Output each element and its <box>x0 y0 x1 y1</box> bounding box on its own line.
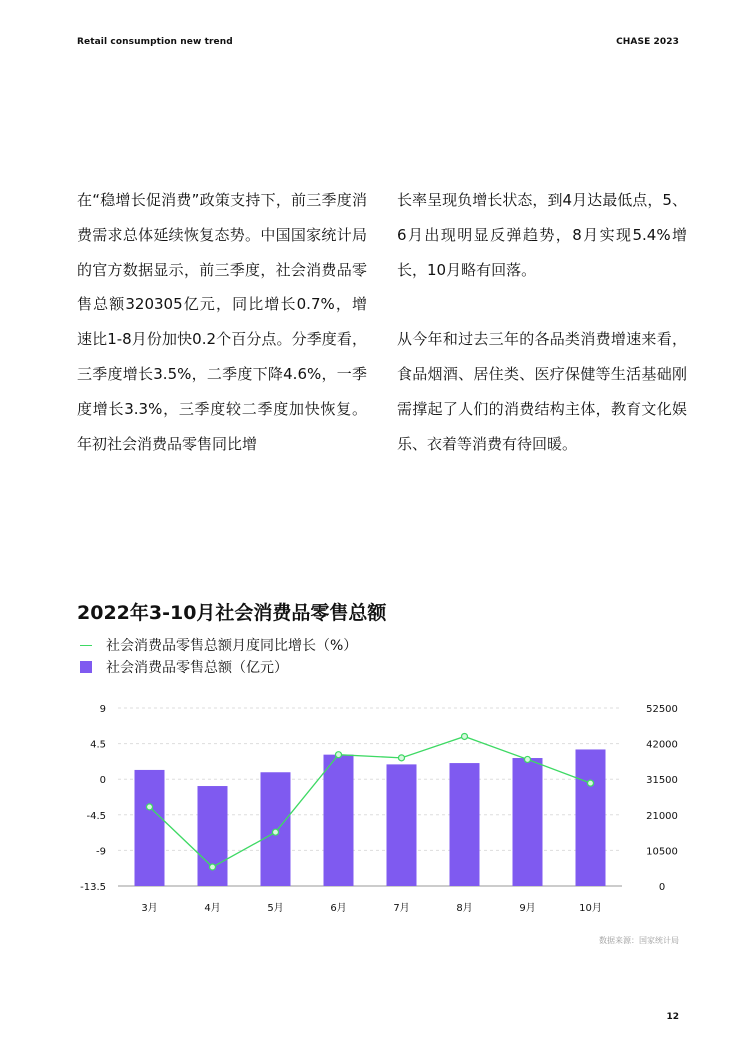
header-left: Retail consumption new trend <box>77 37 233 47</box>
bar <box>135 770 165 886</box>
y-left-tick-label: -9 <box>96 846 106 858</box>
bar <box>324 755 354 886</box>
legend-label-sales: 社会消费品零售总额（亿元） <box>106 660 288 676</box>
line-point <box>336 752 342 758</box>
y-right-tick-label: 21000 <box>646 810 678 822</box>
y-left-tick-label: 0 <box>99 775 106 787</box>
y-right-tick-label: 0 <box>658 882 666 893</box>
header-right: CHASE 2023 <box>616 37 679 47</box>
x-tick-label: 4月 <box>204 903 221 914</box>
y-left-tick-label: 4.5 <box>90 739 106 751</box>
chart-title: 2022年3-10月社会消费品零售总额 <box>77 602 387 624</box>
body-paragraph-left: 在“稳增长促消费”政策支持下，前三季度消费需求总体延续恢复态势。中国国家统计局的官方数据显示，前三季度，社会消费品零售总额320305亿元，同比增长0.7%，增速比1-8月份加快0.2个百分点。分季度看，三季度增长3.5%，二季度下降4.6%，一季度增长3.3%，三季度较二季度加快恢复。年初社会消费品零售同比增 <box>77 191 367 453</box>
bar <box>513 758 543 886</box>
line-point <box>588 780 594 786</box>
y-right-tick-label: 10500 <box>646 846 678 858</box>
legend-label-growth: 社会消费品零售总额月度同比增长（%） <box>106 638 358 654</box>
x-tick-label: 7月 <box>393 903 410 914</box>
body-paragraph-right-1: 长率呈现负增长状态，到4月达最低点，5、6月出现明显反弹趋势，8月实现5.4%增长，10月略有回落。 <box>397 191 687 279</box>
line-point <box>273 829 279 835</box>
x-tick-label: 8月 <box>456 903 473 914</box>
line-point <box>525 756 531 762</box>
x-tick-label: 9月 <box>519 903 536 914</box>
source-note: 数据来源：国家统计局 <box>599 936 679 945</box>
x-tick-label: 6月 <box>330 903 347 914</box>
x-tick-label: 5月 <box>267 903 284 914</box>
y-left-tick-label: 9 <box>99 704 106 715</box>
line-point <box>147 804 153 810</box>
bar <box>576 749 606 886</box>
line-point <box>210 864 216 870</box>
y-right-tick-label: 52500 <box>646 704 678 715</box>
y-left-tick-label: -13.5 <box>80 882 106 893</box>
x-tick-label: 3月 <box>141 903 158 914</box>
bar <box>198 786 228 886</box>
x-tick-label: 10月 <box>579 903 602 914</box>
y-right-tick-label: 42000 <box>646 739 678 751</box>
y-right-tick-label: 31500 <box>646 775 678 787</box>
line-point <box>399 755 405 761</box>
y-left-tick-label: -4.5 <box>86 810 106 822</box>
body-paragraph-right-2: 从今年和过去三年的各品类消费增速来看，食品烟酒、居住类、医疗保健等生活基础刚需撑起了人们的消费结构主体，教育文化娱乐、衣着等消费有待回暖。 <box>397 330 687 453</box>
page-number: 12 <box>666 1012 679 1022</box>
line-point <box>462 733 468 739</box>
bar <box>387 764 417 886</box>
bar <box>450 763 480 886</box>
